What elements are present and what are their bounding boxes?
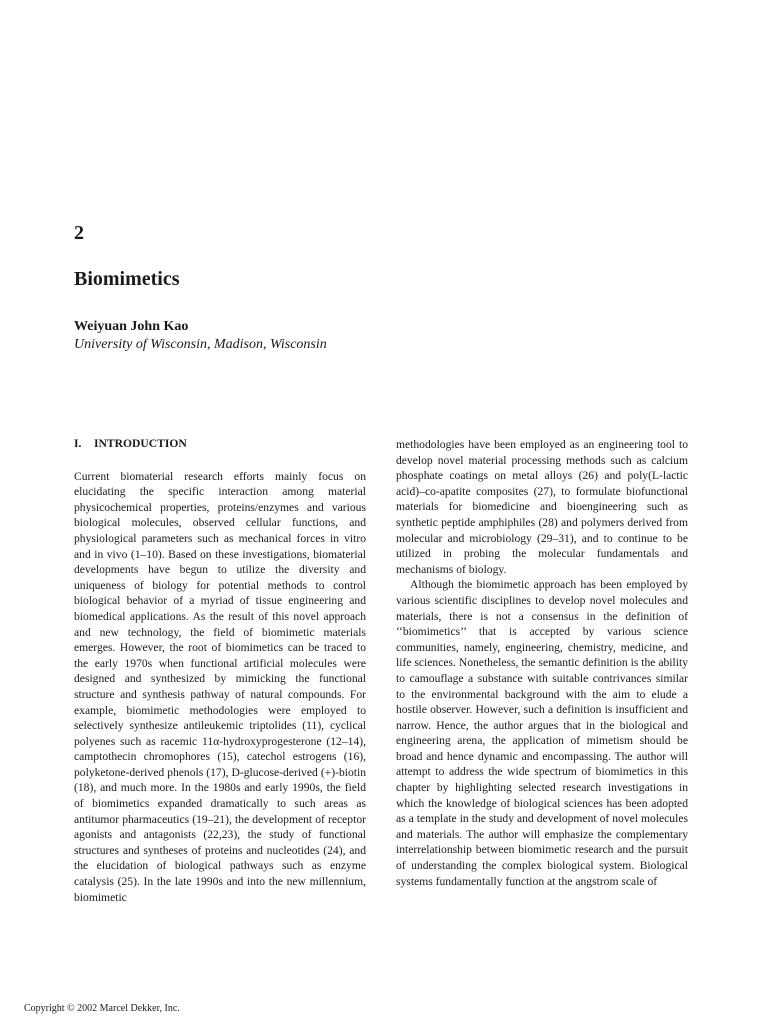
section-title: INTRODUCTION xyxy=(94,437,187,450)
text-column-right xyxy=(396,437,688,889)
text-column-left xyxy=(74,436,366,905)
section-heading xyxy=(74,436,366,452)
chapter-title: Biomimetics xyxy=(74,268,180,290)
paragraph-2: methodologies have been employed as an engineering tool to develop novel material processing methods such as calcium phosphate coatings on metal alloys (26) and poly(L-lactic acid)–co-apatite composites (27), to formulate biofunctional materials for biomedicine and bioengineering such as synthetic peptide amphiphiles (28) and polymers derived from molecular and microbiology (29–31), and to continue to be utilized in probing the molecular fundamentals and mechanisms of biology. xyxy=(396,438,688,576)
paragraph-1: Current biomaterial research efforts mainly focus on elucidating the specific interaction among material physicochemical properties, proteins/enzymes and various biological molecules, observed cellular functions, and physiological parameters such as mechanical forces in vitro and in vivo (1–10). Based on these investigations, biomaterial developments have begun to utilize the diversity and uniqueness of biology for potential methods to control biological behavior of a myriad of tissue engineering and biomedical applications. As the result of this novel approach and new technology, the field of biomimetic materials emerges. However, the root of biomimetics can be traced to the early 1970s when functional artificial molecules were designed and synthesized by mimicking the functional structure and synthesis pathway of natural compounds. For example, biomimetic methodologies were employed to selectively synthesize antileukemic triptolides (11), cyclical polyenes such as racemic 11α-hydroxyprogesterone (12–14), camptothecin chromophores (15), catechol estrogens (16), polyketone-derived phenols (17), D-glucose-derived (+)-biotin (18), and much more. In the 1980s and early 1990s, the field of biomimetics expanded dramatically to such areas as antitumor pharmaceutics (19–21), the development of receptor agonists and antagonists (22,23), the study of functional structures and syntheses of proteins and nucleotides (24), and the elucidation of biological pathways such as enzyme catalysis (25). In the late 1990s and into the new millennium, biomimetic xyxy=(74,469,366,904)
chapter-number: 2 xyxy=(74,222,84,244)
paragraph-3: Although the biomimetic approach has been employed by various scientific disciplines to develop novel molecules and materials, there is not a consensus in the definition of ‘‘biomimetics’’ that is accepted by various science communities, namely, engineering, chemistry, medicine, and life sciences. Nonetheless, the semantic definition is the ability to camouflage a substance with suitable contrivances similar to the environmental background with the aim to elude a hostile observer. However, such a definition is insufficient and narrow. Hence, the author argues that in the biological and engineering arena, the application of mimetism should be broad and hence dynamic and encompassing. The author will attempt to address the wide spectrum of biomimetics in this chapter by highlighting selected research investigations in which the knowledge of biological sciences has been adopted as a template in the study and development of novel molecules and materials. The author will emphasize the complementary interrelationship between biomimetic research and the pursuit of understanding the complex biological system. Biological systems fundamentally function at the angstrom scale of xyxy=(396,578,688,888)
copyright-footer: Copyright © 2002 Marcel Dekker, Inc. xyxy=(24,1003,180,1014)
author-name: Weiyuan John Kao xyxy=(74,319,189,334)
author-affiliation: University of Wisconsin, Madison, Wisconsin xyxy=(74,337,327,352)
section-number: I. xyxy=(74,437,82,450)
